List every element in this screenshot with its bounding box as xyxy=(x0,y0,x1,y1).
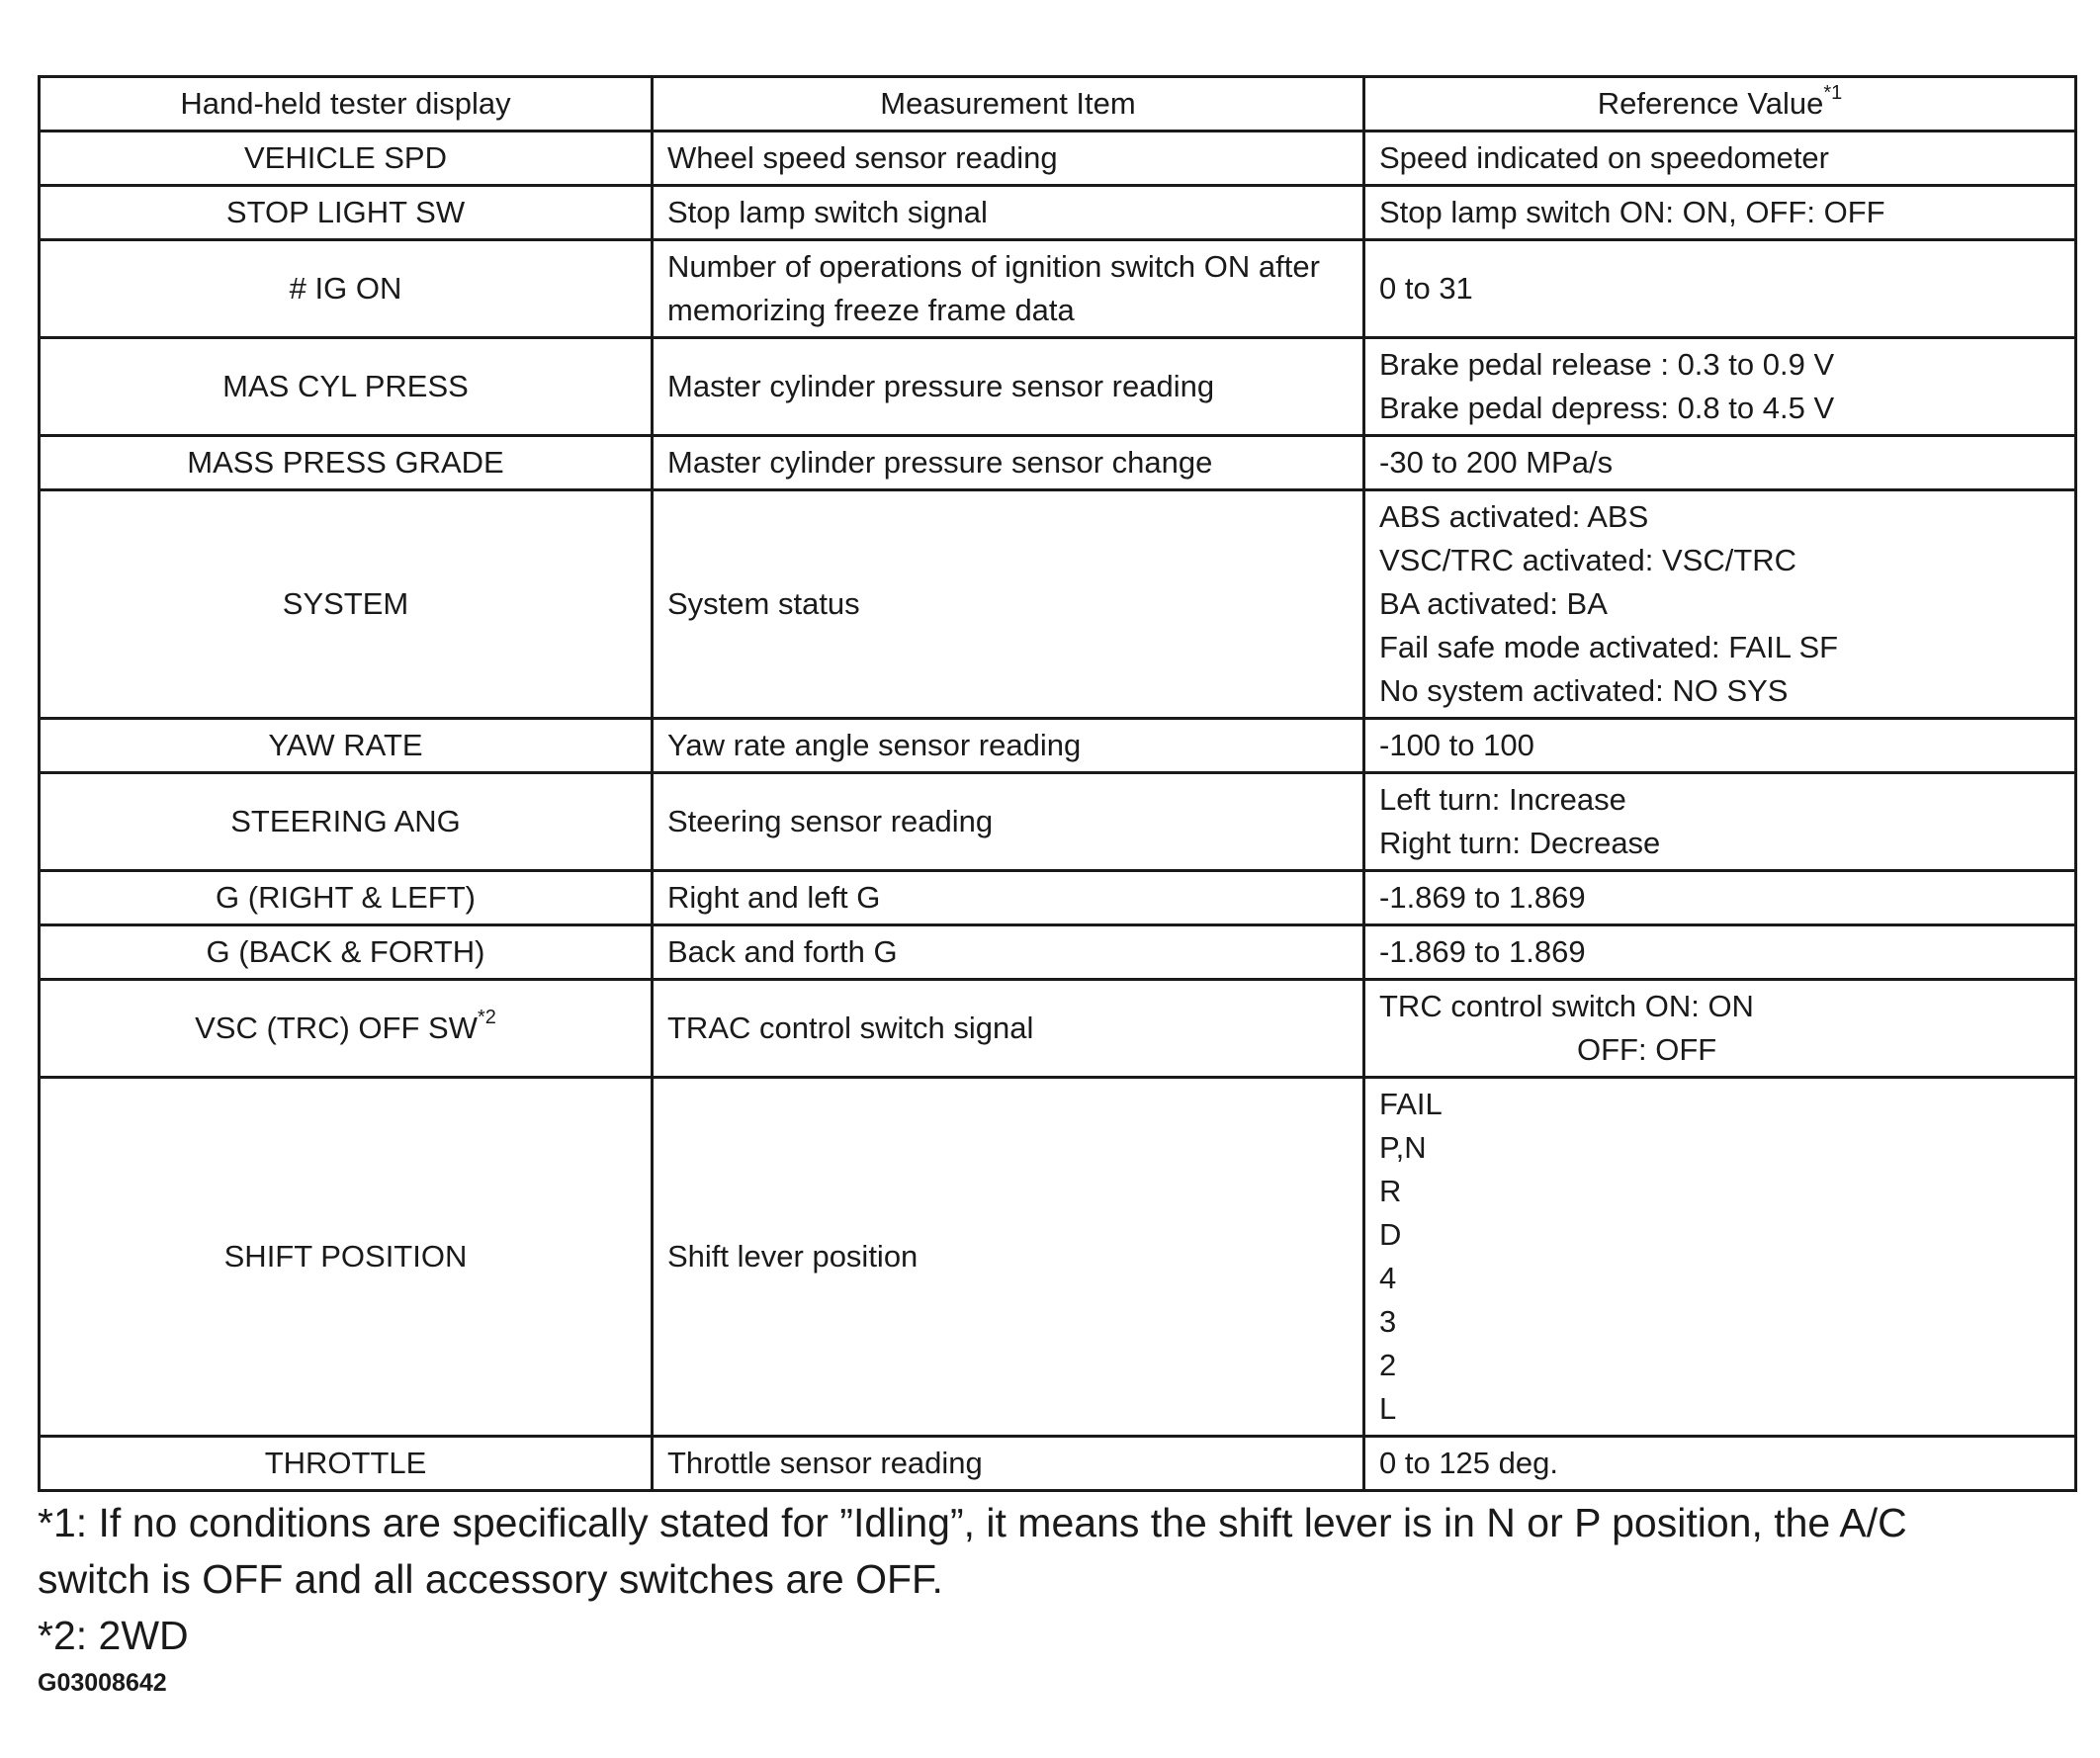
measurement-item-cell xyxy=(653,240,1364,338)
tester-display-cell: THROTTLE xyxy=(40,1437,653,1491)
header-tester-display: Hand-held tester display xyxy=(40,77,653,132)
reference-value-line: TRC control switch ON: ON xyxy=(1379,989,1754,1023)
tester-display-cell: VEHICLE SPD xyxy=(40,132,653,186)
reference-value-cell: -1.869 to 1.869 xyxy=(1364,871,2076,925)
reference-value-line: 4 xyxy=(1379,1261,1397,1295)
measurement-item-line: Number of operations of ignition switch ON after xyxy=(667,249,1320,284)
measurement-item-cell: Master cylinder pressure sensor change xyxy=(653,436,1364,490)
measurement-item-cell: Stop lamp switch signal xyxy=(653,186,1364,240)
footnotes xyxy=(38,1495,2084,1664)
tester-display-cell: G (RIGHT & LEFT) xyxy=(40,871,653,925)
table-row xyxy=(40,436,2076,490)
footnote-marker-1: *1 xyxy=(1823,82,1843,104)
measurement-item-line: memorizing freeze frame data xyxy=(667,293,1075,327)
data-list-table xyxy=(38,75,2077,1492)
measurement-item-cell: TRAC control switch signal xyxy=(653,980,1364,1078)
measurement-item-cell: Yaw rate angle sensor reading xyxy=(653,719,1364,773)
reference-value-line: Right turn: Decrease xyxy=(1379,826,1661,860)
reference-value-cell xyxy=(1364,1078,2076,1437)
footnote-1-line-1: *1: If no conditions are specifically stated for ”Idling”, it means the shift lever is in N or P position, the A/C xyxy=(38,1500,1907,1545)
reference-value-line: L xyxy=(1379,1391,1397,1426)
table-row xyxy=(40,1437,2076,1491)
reference-value-cell: Stop lamp switch ON: ON, OFF: OFF xyxy=(1364,186,2076,240)
header-measurement-item: Measurement Item xyxy=(653,77,1364,132)
reference-value-cell xyxy=(1364,773,2076,871)
reference-value-cell: Speed indicated on speedometer xyxy=(1364,132,2076,186)
tester-display-cell: G (BACK & FORTH) xyxy=(40,925,653,980)
reference-value-cell: 0 to 125 deg. xyxy=(1364,1437,2076,1491)
reference-value-line: BA activated: BA xyxy=(1379,586,1608,621)
table-row xyxy=(40,773,2076,871)
footnote-marker-2: *2 xyxy=(477,1007,496,1028)
measurement-item-cell: Shift lever position xyxy=(653,1078,1364,1437)
measurement-item-cell: Right and left G xyxy=(653,871,1364,925)
reference-value-line: R xyxy=(1379,1174,1402,1208)
tester-display-cell: MASS PRESS GRADE xyxy=(40,436,653,490)
figure-id: G03008642 xyxy=(38,1669,167,1697)
reference-value-cell: -1.869 to 1.869 xyxy=(1364,925,2076,980)
reference-value-cell xyxy=(1364,490,2076,719)
reference-value-line: Brake pedal depress: 0.8 to 4.5 V xyxy=(1379,391,1835,425)
header-reference-label: Reference Value xyxy=(1597,86,1824,121)
reference-value-cell: -100 to 100 xyxy=(1364,719,2076,773)
reference-value-line: D xyxy=(1379,1217,1402,1252)
table-row xyxy=(40,1078,2076,1437)
reference-value-cell: -30 to 200 MPa/s xyxy=(1364,436,2076,490)
measurement-item-cell: System status xyxy=(653,490,1364,719)
reference-value-line: ABS activated: ABS xyxy=(1379,499,1649,534)
reference-value-cell xyxy=(1364,980,2076,1078)
reference-value-line: Fail safe mode activated: FAIL SF xyxy=(1379,630,1839,664)
reference-value-cell: 0 to 31 xyxy=(1364,240,2076,338)
reference-value-line: OFF: OFF xyxy=(1577,1032,1717,1067)
table-row xyxy=(40,980,2076,1078)
reference-value-line: 3 xyxy=(1379,1304,1397,1339)
reference-table-container xyxy=(38,75,2074,1492)
reference-value-line: 2 xyxy=(1379,1348,1397,1382)
tester-display-cell: SYSTEM xyxy=(40,490,653,719)
measurement-item-cell: Master cylinder pressure sensor reading xyxy=(653,338,1364,436)
table-row xyxy=(40,490,2076,719)
table-row xyxy=(40,871,2076,925)
tester-display-cell xyxy=(40,980,653,1078)
tester-display-cell: STEERING ANG xyxy=(40,773,653,871)
reference-value-line: FAIL xyxy=(1379,1087,1443,1121)
header-reference-value xyxy=(1364,77,2076,132)
reference-value-cell xyxy=(1364,338,2076,436)
tester-display-cell: MAS CYL PRESS xyxy=(40,338,653,436)
reference-value-line: Brake pedal release : 0.3 to 0.9 V xyxy=(1379,347,1835,382)
reference-value-line: No system activated: NO SYS xyxy=(1379,673,1789,708)
footnote-2: *2: 2WD xyxy=(38,1613,189,1658)
table-row xyxy=(40,132,2076,186)
tester-display-cell: YAW RATE xyxy=(40,719,653,773)
measurement-item-cell: Back and forth G xyxy=(653,925,1364,980)
measurement-item-cell: Throttle sensor reading xyxy=(653,1437,1364,1491)
reference-value-line: VSC/TRC activated: VSC/TRC xyxy=(1379,543,1797,577)
measurement-item-cell: Wheel speed sensor reading xyxy=(653,132,1364,186)
table-row xyxy=(40,186,2076,240)
table-header-row xyxy=(40,77,2076,132)
reference-value-line: Left turn: Increase xyxy=(1379,782,1626,817)
table-row xyxy=(40,240,2076,338)
tester-display-cell: STOP LIGHT SW xyxy=(40,186,653,240)
tester-display-label: VSC (TRC) OFF SW xyxy=(195,1011,478,1045)
tester-display-cell: # IG ON xyxy=(40,240,653,338)
measurement-item-cell: Steering sensor reading xyxy=(653,773,1364,871)
table-row xyxy=(40,719,2076,773)
table-row xyxy=(40,925,2076,980)
tester-display-cell: SHIFT POSITION xyxy=(40,1078,653,1437)
reference-value-line: P,N xyxy=(1379,1130,1427,1165)
table-row xyxy=(40,338,2076,436)
footnote-1-line-2: switch is OFF and all accessory switches are OFF. xyxy=(38,1556,943,1602)
